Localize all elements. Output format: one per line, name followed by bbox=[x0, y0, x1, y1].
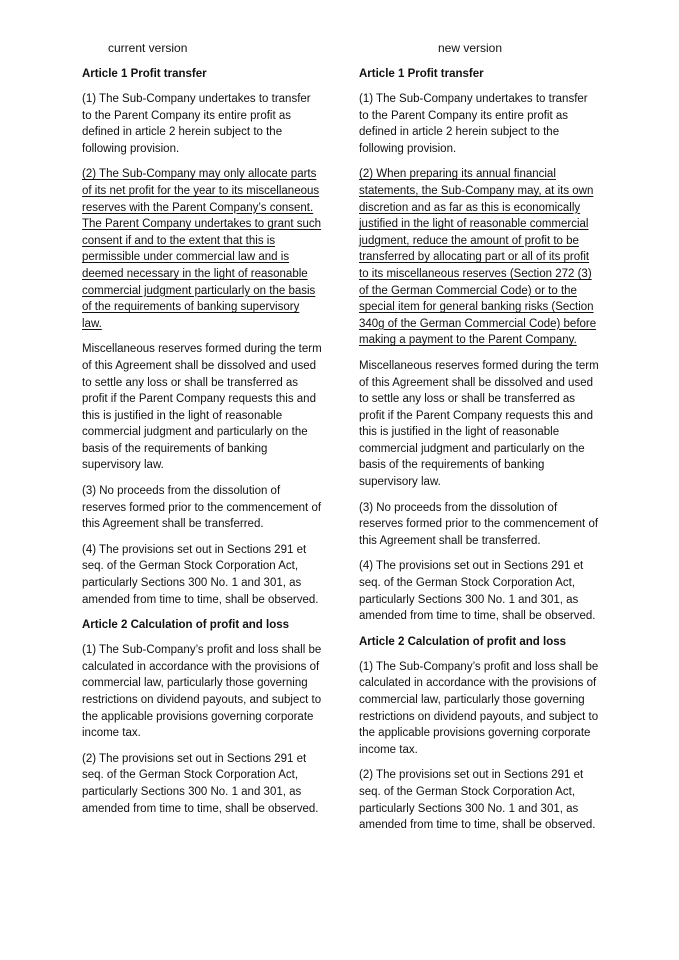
current-article1-paragraph-4: (4) The provisions set out in Sections 291 et seq. of the German Stock Corporation Act, particularly Sections 300 No. 1 and 301, as amended from time to time, shall be observed. bbox=[82, 543, 319, 606]
new-article2-heading: Article 2 Calculation of profit and loss bbox=[359, 635, 567, 648]
new-article1-paragraph-2-changed: (2) When preparing its annual financial statements, the Sub-Company may, at its own discretion and as far as this is economically justified in the light of reasonable commercial judgment, reduce the amount of profit to be transferred by allocating part or all of its profit to its miscellaneous reserves (Section 272 (3) of the German Commercial Code) or to the special item for general banking risks (Section 340g of the German Commercial Code) before making a payment to the Parent Company. bbox=[359, 168, 597, 347]
current-article1-paragraph-2b: Miscellaneous reserves formed during the term of this Agreement shall be dissolved and used to settle any loss or shall be transferred as profit if the Parent Company requests this and this is justified in the light of reasonable commercial judgment and particularly on the basis of the requirements of banking supervisory law. bbox=[82, 343, 322, 472]
current-article1-paragraph-2-changed: (2) The Sub-Company may only allocate parts of its net profit for the year to its miscellaneous reserves with the Parent Company’s consent. The Parent Company undertakes to grant such consent if and to the extent that this is permissible under commercial law and is deemed necessary in the light of reasonable commercial judgment particularly on the basis of the requirements of banking supervisory law. bbox=[82, 168, 322, 330]
new-version-label: new version bbox=[438, 41, 503, 55]
current-article2-paragraph-2: (2) The provisions set out in Sections 291 et seq. of the German Stock Corporation Act, particularly Sections 300 No. 1 and 301, as amended from time to time, shall be observed. bbox=[82, 752, 319, 815]
current-version-column bbox=[82, 40, 322, 826]
new-article1-paragraph-2b: Miscellaneous reserves formed during the term of this Agreement shall be dissolved and used to settle any loss or shall be transferred as profit if the Parent Company requests this and this is justified in the light of reasonable commercial judgment and particularly on the basis of the requirements of banking supervisory law. bbox=[359, 359, 599, 489]
current-article2-heading: Article 2 Calculation of profit and loss bbox=[82, 619, 290, 632]
new-article2-paragraph-1: (1) The Sub-Company’s profit and loss shall be calculated in accordance with the provisions of commercial law, particularly those governing restrictions on dividend payouts, and subject to the applicable provisions governing corporate income tax. bbox=[359, 660, 599, 756]
current-article1-heading: Article 1 Profit transfer bbox=[82, 68, 207, 80]
new-article1-heading: Article 1 Profit transfer bbox=[359, 68, 484, 80]
new-article1-paragraph-4: (4) The provisions set out in Sections 291 et seq. of the German Stock Corporation Act, particularly Sections 300 No. 1 and 301, as amended from time to time, shall be observed. bbox=[359, 560, 596, 623]
new-version-column bbox=[359, 40, 599, 843]
current-article2-paragraph-1: (1) The Sub-Company’s profit and loss shall be calculated in accordance with the provisions of commercial law, particularly those governing restrictions on dividend payouts, and subject to the applicable provisions governing corporate income tax. bbox=[82, 644, 322, 740]
current-article1-paragraph-1: (1) The Sub-Company undertakes to transfer to the Parent Company its entire profit as defined in article 2 herein subject to the following provision. bbox=[82, 93, 311, 155]
current-article1-paragraph-3: (3) No proceeds from the dissolution of reserves formed prior to the commencement of this Agreement shall be transferred. bbox=[82, 485, 322, 531]
new-article1-paragraph-3: (3) No proceeds from the dissolution of reserves formed prior to the commencement of this Agreement shall be transferred. bbox=[359, 501, 599, 547]
current-version-label: current version bbox=[108, 41, 188, 55]
new-article2-paragraph-2: (2) The provisions set out in Sections 291 et seq. of the German Stock Corporation Act, particularly Sections 300 No. 1 and 301, as amended from time to time, shall be observed. bbox=[359, 769, 596, 832]
new-article1-paragraph-1: (1) The Sub-Company undertakes to transfer to the Parent Company its entire profit as defined in article 2 herein subject to the following provision. bbox=[359, 93, 588, 155]
